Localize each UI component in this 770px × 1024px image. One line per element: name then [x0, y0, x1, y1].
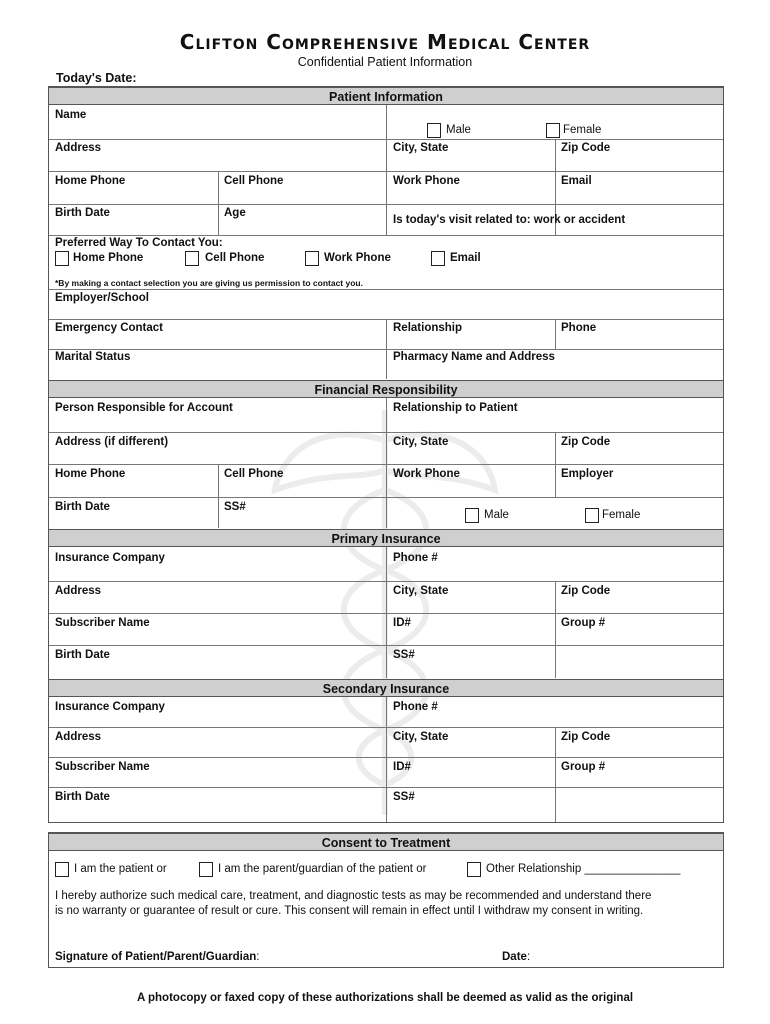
- work-phone-field[interactable]: Work Phone: [393, 175, 460, 187]
- form-subtitle: Confidential Patient Information: [297, 55, 473, 69]
- secondary-zip-code-field[interactable]: Zip Code: [561, 731, 611, 743]
- financial-home-phone-field[interactable]: Home Phone: [55, 468, 126, 480]
- section-header-consent: Consent to Treatment: [49, 833, 723, 851]
- todays-date-label[interactable]: Today's Date:: [56, 71, 137, 85]
- employer-school-field[interactable]: Employer/School: [55, 292, 149, 304]
- financial-cell-phone-field[interactable]: Cell Phone: [224, 468, 284, 480]
- primary-address-field[interactable]: Address: [55, 585, 102, 597]
- financial-address-field[interactable]: Address (if different): [55, 436, 169, 448]
- consent-date-colon: :: [526, 951, 531, 963]
- consent-patient-checkbox[interactable]: [55, 862, 69, 877]
- financial-female-checkbox[interactable]: [585, 508, 599, 523]
- city-state-field[interactable]: City, State: [393, 142, 449, 154]
- contact-work-phone-label: Work Phone: [324, 252, 391, 264]
- contact-email-checkbox[interactable]: [431, 251, 445, 266]
- secondary-id-field[interactable]: ID#: [393, 761, 411, 773]
- age-field[interactable]: Age: [224, 207, 246, 219]
- contact-work-phone-checkbox[interactable]: [305, 251, 319, 266]
- primary-phone-field[interactable]: Phone #: [393, 552, 438, 564]
- male-label: Male: [446, 124, 471, 136]
- visit-related-question[interactable]: Is today's visit related to: work or accident: [393, 214, 626, 226]
- emergency-contact-field[interactable]: Emergency Contact: [55, 322, 164, 334]
- consent-section: [48, 832, 724, 968]
- consent-other-checkbox[interactable]: [467, 862, 481, 877]
- primary-insurance-company-field[interactable]: Insurance Company: [55, 552, 165, 564]
- cell-phone-field[interactable]: Cell Phone: [224, 175, 284, 187]
- secondary-address-field[interactable]: Address: [55, 731, 102, 743]
- phone-field[interactable]: Phone: [561, 322, 597, 334]
- secondary-phone-field[interactable]: Phone #: [393, 701, 438, 713]
- consent-paragraph-line-1: I hereby authorize such medical care, treatment, and diagnostic tests as may be recommended and understand there: [55, 890, 652, 902]
- financial-birth-date-field[interactable]: Birth Date: [55, 501, 110, 513]
- birth-date-field[interactable]: Birth Date: [55, 207, 110, 219]
- financial-zip-code-field[interactable]: Zip Code: [561, 436, 611, 448]
- consent-paragraph-line-2: is no warranty or guarantee of result or cure. This consent will remain in effect until I withdraw my consent in writing.: [55, 905, 644, 917]
- consent-date-field[interactable]: [502, 950, 530, 965]
- home-phone-field[interactable]: Home Phone: [55, 175, 126, 187]
- zip-code-field[interactable]: Zip Code: [561, 142, 611, 154]
- primary-id-field[interactable]: ID#: [393, 617, 411, 629]
- marital-status-field[interactable]: Marital Status: [55, 351, 131, 363]
- relationship-field[interactable]: Relationship: [393, 322, 463, 334]
- preferred-contact-label: Preferred Way To Contact You:: [55, 237, 223, 249]
- consent-guardian-checkbox[interactable]: [199, 862, 213, 877]
- pharmacy-field[interactable]: Pharmacy Name and Address: [393, 351, 555, 363]
- section-header-financial-responsibility: Financial Responsibility: [49, 380, 723, 398]
- form-title: Clifton Comprehensive Medical Center: [179, 30, 591, 54]
- secondary-ssn-field[interactable]: SS#: [393, 791, 415, 803]
- financial-ssn-field[interactable]: SS#: [224, 501, 246, 513]
- consent-other-relationship-label[interactable]: Other Relationship _______________: [486, 863, 681, 875]
- male-checkbox[interactable]: [427, 123, 441, 138]
- relationship-to-patient-field[interactable]: Relationship to Patient: [393, 402, 518, 414]
- secondary-insurance-company-field[interactable]: Insurance Company: [55, 701, 165, 713]
- primary-zip-code-field[interactable]: Zip Code: [561, 585, 611, 597]
- primary-ssn-field[interactable]: SS#: [393, 649, 415, 661]
- primary-subscriber-name-field[interactable]: Subscriber Name: [55, 617, 150, 629]
- address-field[interactable]: Address: [55, 142, 102, 154]
- contact-email-label: Email: [450, 252, 481, 264]
- financial-female-label: Female: [602, 509, 641, 521]
- signature-colon: :: [256, 951, 260, 963]
- financial-employer-field[interactable]: Employer: [561, 468, 614, 480]
- financial-male-checkbox[interactable]: [465, 508, 479, 523]
- secondary-birth-date-field[interactable]: Birth Date: [55, 791, 110, 803]
- section-header-patient-information: Patient Information: [49, 87, 723, 105]
- secondary-subscriber-name-field[interactable]: Subscriber Name: [55, 761, 150, 773]
- financial-work-phone-field[interactable]: Work Phone: [393, 468, 460, 480]
- consent-guardian-label: I am the parent/guardian of the patient or: [218, 863, 427, 875]
- email-field[interactable]: Email: [561, 175, 592, 187]
- contact-cell-phone-label: Cell Phone: [205, 252, 265, 264]
- primary-birth-date-field[interactable]: Birth Date: [55, 649, 110, 661]
- contact-home-phone-checkbox[interactable]: [55, 251, 69, 266]
- section-header-primary-insurance: Primary Insurance: [49, 529, 723, 547]
- consent-date-label: Date: [502, 951, 527, 963]
- consent-patient-label: I am the patient or: [74, 863, 167, 875]
- section-header-secondary-insurance: Secondary Insurance: [49, 679, 723, 697]
- signature-field[interactable]: [55, 950, 260, 965]
- primary-group-field[interactable]: Group #: [561, 617, 606, 629]
- financial-male-label: Male: [484, 509, 509, 521]
- primary-city-state-field[interactable]: City, State: [393, 585, 449, 597]
- patient-form: [48, 86, 724, 823]
- name-field[interactable]: Name: [55, 109, 87, 121]
- permission-note: *By making a contact selection you are giving us permission to contact you.: [55, 278, 363, 288]
- female-label: Female: [563, 124, 602, 136]
- secondary-city-state-field[interactable]: City, State: [393, 731, 449, 743]
- financial-city-state-field[interactable]: City, State: [393, 436, 449, 448]
- secondary-group-field[interactable]: Group #: [561, 761, 606, 773]
- contact-cell-phone-checkbox[interactable]: [185, 251, 199, 266]
- female-checkbox[interactable]: [546, 123, 560, 138]
- responsible-person-field[interactable]: Person Responsible for Account: [55, 402, 233, 414]
- contact-home-phone-label: Home Phone: [73, 252, 144, 264]
- signature-label: Signature of Patient/Parent/Guardian: [55, 951, 257, 963]
- footer-note: A photocopy or faxed copy of these authorizations shall be deemed as valid as the original: [136, 992, 634, 1004]
